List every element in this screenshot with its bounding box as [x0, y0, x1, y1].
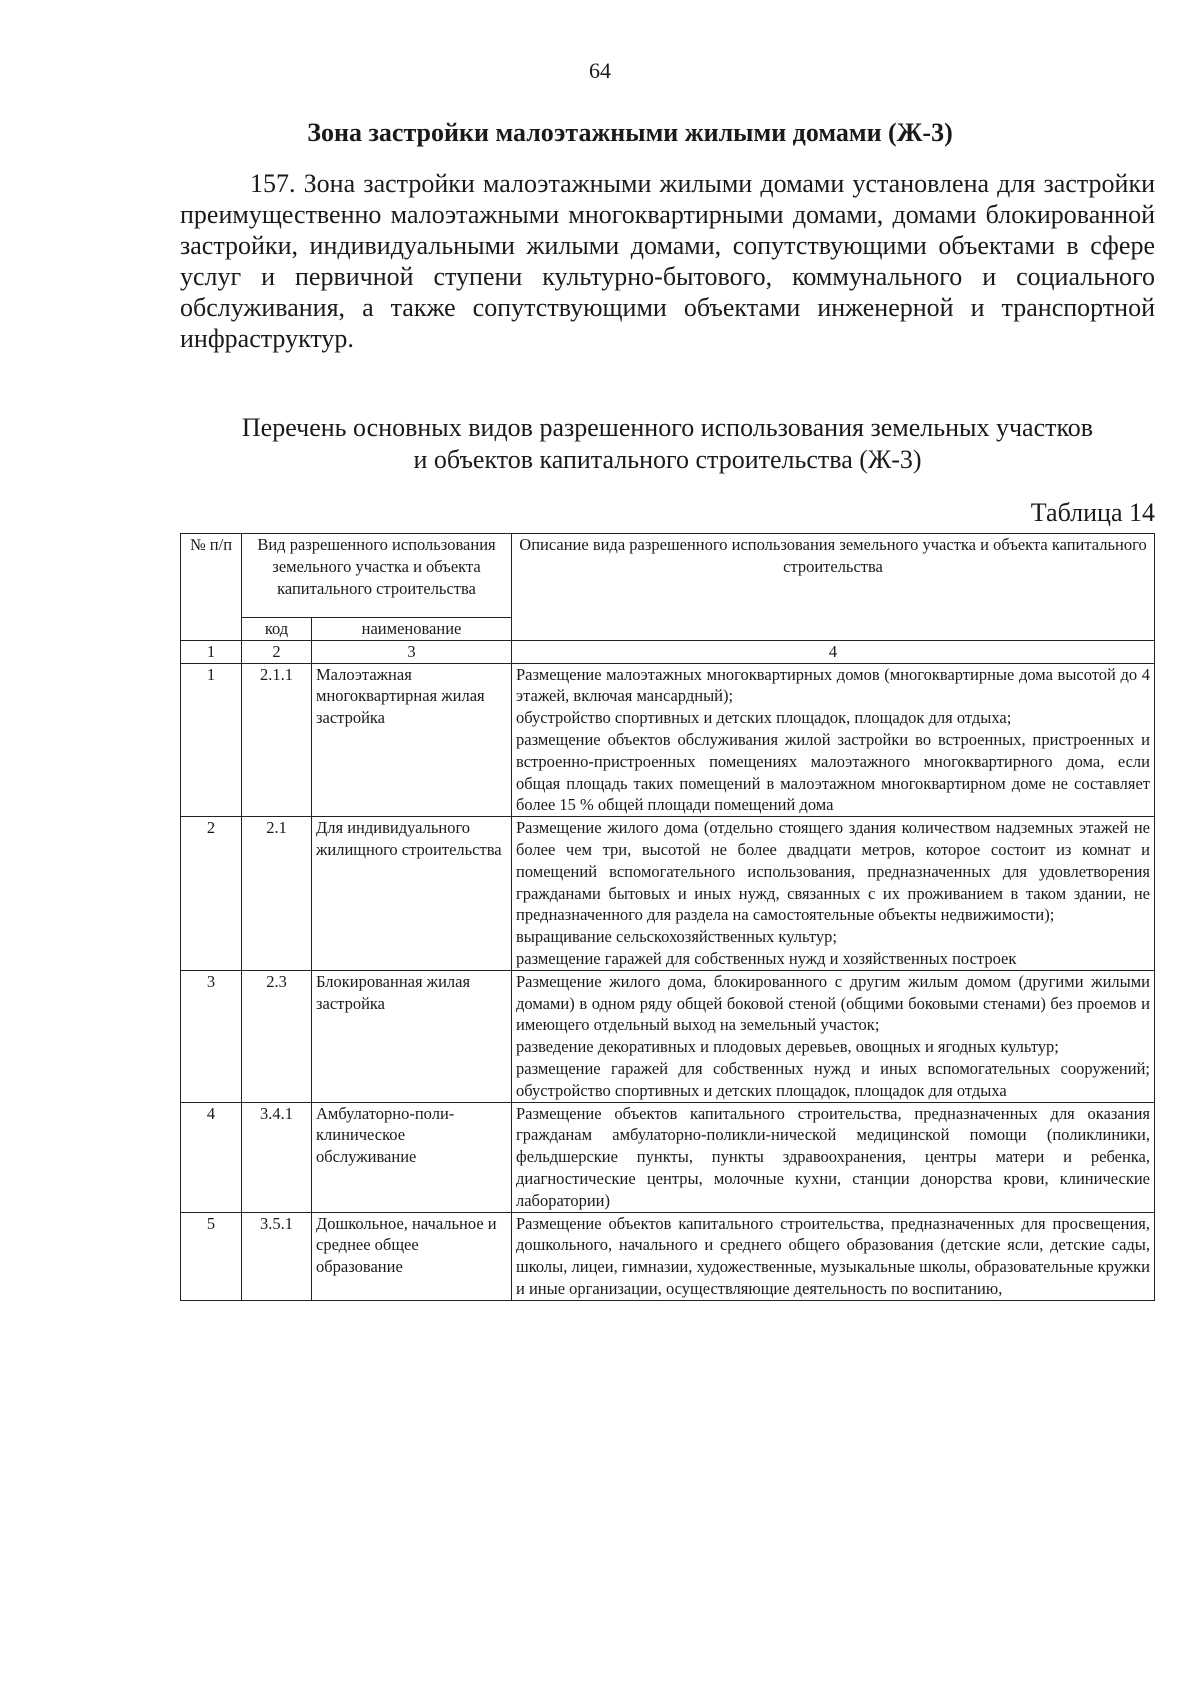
intro-paragraph: 157. Зона застройки малоэтажными жилыми домами установлена для застройки преимущественно малоэтажными многоквартирными домами, домами блокированной застройки, индивидуальными жилыми домами, сопутствующими объектами в сфере услуг и первичной ступени культурно-бытового, коммунального и социального обслуживания, а также сопутствующими объектами инженерной и транспортной инфраструктур. — [180, 169, 1155, 353]
row-code: 2.1 — [242, 817, 312, 971]
row-description — [512, 1102, 1155, 1212]
row-code: 2.3 — [242, 970, 312, 1102]
list-caption-line-2: и объектов капитального строительства (Ж-3) — [413, 445, 922, 474]
column-number: 3 — [312, 640, 512, 663]
header-num: № п/п — [181, 534, 242, 641]
header-name: наименование — [312, 618, 512, 641]
row-description-item: размещение гаражей для собственных нужд и иных вспомогательных сооружений; обустройство спортивных и детских площадок, площадок для отдыха — [516, 1058, 1150, 1100]
column-number: 4 — [512, 640, 1155, 663]
header-code: код — [242, 618, 312, 641]
row-name: Амбулаторно-поли-клиническое обслуживание — [312, 1102, 512, 1212]
row-description-item: Размещение объектов капитального строительства, предназначенных для просвещения, дошкольного, начального и среднего общего образования (детские ясли, детские сады, школы, лицеи, гимназии, художественные, музыкальные школы, образовательные кружки и иные организации, осуществляющие деятельность по воспитанию, — [516, 1213, 1150, 1298]
row-number: 3 — [181, 970, 242, 1102]
row-description — [512, 1212, 1155, 1300]
table-row — [181, 1212, 1155, 1300]
row-code: 3.4.1 — [242, 1102, 312, 1212]
row-code: 3.5.1 — [242, 1212, 312, 1300]
row-description-item: Размещение малоэтажных многоквартирных домов (многоквартирные дома высотой до 4 этажей, включая мансардный); — [516, 664, 1150, 706]
row-number: 2 — [181, 817, 242, 971]
row-number: 4 — [181, 1102, 242, 1212]
row-description-item: Размещение жилого дома, блокированного с другим жилым домом (другими жилыми домами) в одном ряду общей боковой стеной (общими боковыми стенами) без проемов и имеющего отдельный выход на земельный участок; — [516, 971, 1150, 1035]
row-description-item: Размещение жилого дома (отдельно стоящего здания количеством надземных этажей не более чем три, высотой не более двадцати метров, которое состоит из комнат и помещений вспомогательного использования, предназначенных для удовлетворения гражданами бытовых и иных нужд, связанных с их проживанием в таком здании, не предназначенного для раздела на самостоятельные объекты недвижимости); — [516, 818, 1150, 925]
row-name: Малоэтажная многоквартирная жилая застройка — [312, 663, 512, 817]
page-number: 64 — [589, 58, 611, 83]
table-label: Таблица 14 — [1030, 498, 1155, 527]
table-row — [181, 663, 1155, 817]
row-name: Дошкольное, начальное и среднее общее образование — [312, 1212, 512, 1300]
column-number: 1 — [181, 640, 242, 663]
column-number-row — [181, 640, 1155, 663]
row-name: Для индивидуального жилищного строительства — [312, 817, 512, 971]
table-row — [181, 970, 1155, 1102]
permitted-use-table — [180, 533, 1155, 1301]
column-number: 2 — [242, 640, 312, 663]
row-description-item: размещение объектов обслуживания жилой застройки во встроенных, пристроенных и встроенно-пристроенных помещениях малоэтажного многоквартирного дома, если общая площадь таких помещений в малоэтажном многоквартирном доме не составляет более 15 % общей площади помещений дома — [516, 729, 1150, 815]
header-desc: Описание вида разрешенного использования земельного участка и объекта капитального строительства — [512, 534, 1155, 641]
row-description — [512, 663, 1155, 817]
row-description-item: обустройство спортивных и детских площадок, площадок для отдыха; — [516, 708, 1012, 728]
row-description — [512, 970, 1155, 1102]
table-row — [181, 817, 1155, 971]
table-header-row — [181, 534, 1155, 618]
list-caption-line-1: Перечень основных видов разрешенного использования земельных участков — [241, 413, 1094, 442]
row-name: Блокированная жилая застройка — [312, 970, 512, 1102]
row-description — [512, 817, 1155, 971]
row-number: 1 — [181, 663, 242, 817]
table-row — [181, 1102, 1155, 1212]
row-description-item: выращивание сельскохозяйственных культур; — [516, 927, 837, 947]
row-description-item: разведение декоративных и плодовых деревьев, овощных и ягодных культур; — [516, 1037, 1059, 1057]
row-description-item: размещение гаражей для собственных нужд и хозяйственных построек — [516, 948, 1017, 968]
row-number: 5 — [181, 1212, 242, 1300]
row-description-item: Размещение объектов капитального строительства, предназначенных для оказания гражданам амбулаторно-поликли-нической медицинской помощи (поликлиники, фельдшерские пункты, пункты здравоохранения, центры матери и ребенка, диагностические центры, молочные кухни, станции донорства крови, клинические лаборатории) — [516, 1103, 1150, 1210]
header-kind: Вид разрешенного использования земельного участка и объекта капитального строительства — [242, 534, 512, 618]
section-title: Зона застройки малоэтажными жилыми домами (Ж-3) — [307, 118, 953, 147]
row-code: 2.1.1 — [242, 663, 312, 817]
list-caption — [180, 412, 1155, 476]
